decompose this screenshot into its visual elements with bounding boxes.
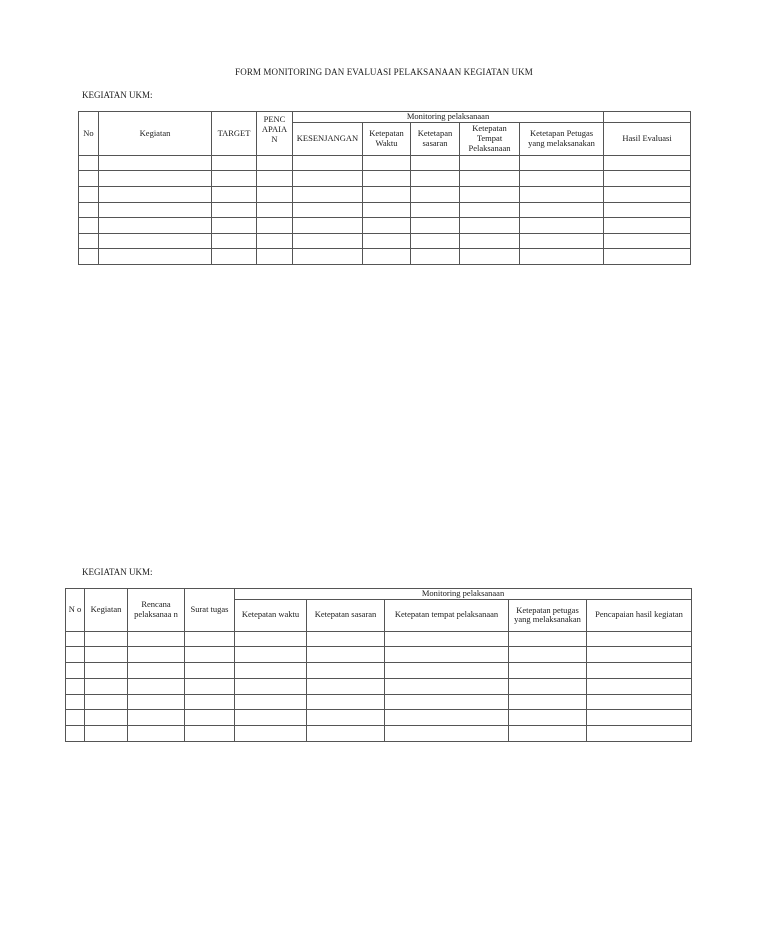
header-kegiatan: Kegiatan [85, 589, 128, 632]
table-cell [411, 249, 460, 265]
table-cell [363, 171, 411, 187]
table-cell [235, 678, 307, 694]
table-cell [257, 155, 293, 171]
table-cell [185, 631, 235, 647]
table-cell [363, 155, 411, 171]
table-cell [235, 694, 307, 710]
table-row [79, 155, 691, 171]
table-cell [85, 647, 128, 663]
table-cell [385, 647, 509, 663]
header-rencana-pelaksanaan: Rencana pelaksanaa n [128, 589, 185, 632]
table-cell [99, 233, 212, 249]
table-cell [385, 694, 509, 710]
table-cell [509, 663, 587, 679]
table-cell [257, 202, 293, 218]
table-cell [185, 647, 235, 663]
table-cell [460, 233, 520, 249]
table-cell [257, 171, 293, 187]
table-cell [411, 171, 460, 187]
table-cell [509, 694, 587, 710]
table-cell [385, 710, 509, 726]
table-cell [185, 678, 235, 694]
table-cell [385, 678, 509, 694]
table-row [66, 631, 692, 647]
table-cell [79, 233, 99, 249]
table-cell [307, 725, 385, 741]
table-cell [587, 694, 692, 710]
table-cell [235, 631, 307, 647]
table-cell [293, 202, 363, 218]
header-pencapaian-hasil: Pencapaian hasil kegiatan [587, 599, 692, 631]
table-cell [587, 663, 692, 679]
table-row [79, 233, 691, 249]
table-cell [604, 171, 691, 187]
table-cell [604, 233, 691, 249]
table-cell [85, 631, 128, 647]
header-kegiatan: Kegiatan [99, 112, 212, 156]
table-cell [185, 694, 235, 710]
table-cell [509, 678, 587, 694]
table-cell [79, 218, 99, 234]
table-cell [363, 249, 411, 265]
header-monitoring-pelaksanaan: Monitoring pelaksanaan [293, 112, 604, 123]
table-cell [460, 202, 520, 218]
table-row [79, 186, 691, 202]
header-blank [604, 112, 691, 123]
table-cell [99, 218, 212, 234]
table-cell [85, 678, 128, 694]
table-cell [212, 171, 257, 187]
table-cell [411, 186, 460, 202]
table-cell [66, 710, 85, 726]
table-cell [307, 647, 385, 663]
table-cell [66, 725, 85, 741]
table-cell [385, 631, 509, 647]
table-cell [212, 249, 257, 265]
table-cell [66, 694, 85, 710]
monitoring-table-1 [78, 111, 691, 265]
table-cell [411, 233, 460, 249]
table-cell [460, 155, 520, 171]
table-cell [411, 218, 460, 234]
table-cell [185, 663, 235, 679]
table-cell [257, 186, 293, 202]
table-row [66, 694, 692, 710]
table-cell [79, 249, 99, 265]
table-cell [212, 186, 257, 202]
table-cell [520, 171, 604, 187]
table-cell [509, 725, 587, 741]
table-cell [307, 678, 385, 694]
table-cell [99, 171, 212, 187]
table-cell [293, 155, 363, 171]
table-cell [212, 202, 257, 218]
table-cell [604, 186, 691, 202]
table-cell [235, 725, 307, 741]
table-cell [128, 710, 185, 726]
table-cell [509, 710, 587, 726]
table-cell [99, 186, 212, 202]
table-cell [99, 202, 212, 218]
table-cell [307, 631, 385, 647]
table-cell [212, 233, 257, 249]
table-cell [520, 249, 604, 265]
table-cell [587, 631, 692, 647]
table-row [79, 249, 691, 265]
header-ketepatan-tempat: Ketepatan Tempat Pelaksanaan [460, 122, 520, 155]
table-cell [385, 725, 509, 741]
table-cell [307, 710, 385, 726]
table-cell [79, 155, 99, 171]
table-row [79, 171, 691, 187]
table-cell [185, 710, 235, 726]
table-cell [509, 647, 587, 663]
header-hasil-evaluasi: Hasil Evaluasi [604, 122, 691, 155]
table-cell [363, 233, 411, 249]
header-surat-tugas: Surat tugas [185, 589, 235, 632]
header-monitoring-pelaksanaan: Monitoring pelaksanaan [235, 589, 692, 600]
table-row [66, 678, 692, 694]
table-cell [293, 233, 363, 249]
header-ketetapan-sasaran: Ketetapan sasaran [411, 122, 460, 155]
table-cell [587, 647, 692, 663]
table-cell [460, 218, 520, 234]
table2-body [66, 631, 692, 741]
table-cell [128, 678, 185, 694]
table-cell [257, 249, 293, 265]
table-cell [212, 218, 257, 234]
table-cell [520, 186, 604, 202]
table-cell [293, 218, 363, 234]
table-cell [293, 249, 363, 265]
table-cell [587, 678, 692, 694]
table-cell [520, 202, 604, 218]
table1-body [79, 155, 691, 264]
table-cell [128, 631, 185, 647]
table-cell [363, 202, 411, 218]
table-cell [460, 171, 520, 187]
table-cell [604, 202, 691, 218]
table-cell [363, 218, 411, 234]
table-cell [520, 155, 604, 171]
header-ketetapan-petugas: Ketetapan Petugas yang melaksanakan [520, 122, 604, 155]
table-cell [185, 725, 235, 741]
table-row [79, 218, 691, 234]
table-cell [79, 171, 99, 187]
table-row [66, 710, 692, 726]
table-cell [293, 171, 363, 187]
table-cell [307, 663, 385, 679]
table-cell [79, 202, 99, 218]
table-cell [293, 186, 363, 202]
table-cell [85, 710, 128, 726]
table-cell [520, 218, 604, 234]
table-cell [128, 725, 185, 741]
table-cell [363, 186, 411, 202]
header-ketepatan-tempat: Ketepatan tempat pelaksanaan [385, 599, 509, 631]
header-ketepatan-sasaran: Ketepatan sasaran [307, 599, 385, 631]
header-kesenjangan: KESENJANGAN [293, 122, 363, 155]
table-cell [604, 249, 691, 265]
table-cell [235, 647, 307, 663]
table-cell [66, 631, 85, 647]
table-cell [99, 155, 212, 171]
table-cell [587, 710, 692, 726]
header-target: TARGET [212, 112, 257, 156]
table-cell [85, 663, 128, 679]
table-cell [66, 647, 85, 663]
header-ketepatan-petugas: Ketepatan petugas yang melaksanakan [509, 599, 587, 631]
header-ketepatan-waktu: Ketepatan waktu [235, 599, 307, 631]
table-cell [587, 725, 692, 741]
table-cell [385, 663, 509, 679]
table-cell [520, 233, 604, 249]
header-no: No [79, 112, 99, 156]
table-cell [307, 694, 385, 710]
table-cell [66, 663, 85, 679]
table-cell [85, 694, 128, 710]
table-cell [604, 155, 691, 171]
table-row [79, 202, 691, 218]
table-cell [257, 218, 293, 234]
table-cell [235, 710, 307, 726]
monitoring-table-2 [65, 588, 692, 742]
table-cell [604, 218, 691, 234]
table-cell [85, 725, 128, 741]
table2-section-label: KEGIATAN UKM: [82, 567, 153, 577]
table-cell [460, 186, 520, 202]
table-cell [509, 631, 587, 647]
table-cell [460, 249, 520, 265]
table-cell [128, 694, 185, 710]
table-cell [128, 663, 185, 679]
table-cell [235, 663, 307, 679]
table-cell [79, 186, 99, 202]
table1-section-label: KEGIATAN UKM: [82, 90, 153, 100]
table-cell [212, 155, 257, 171]
table-row [66, 647, 692, 663]
table-row [66, 725, 692, 741]
table-row [66, 663, 692, 679]
table-cell [66, 678, 85, 694]
table-cell [99, 249, 212, 265]
table-cell [411, 202, 460, 218]
document-title: FORM MONITORING DAN EVALUASI PELAKSANAAN KEGIATAN UKM [235, 67, 533, 77]
header-pencapaian: PENC APAIA N [257, 112, 293, 156]
header-no: N o [66, 589, 85, 632]
table-cell [257, 233, 293, 249]
table-cell [411, 155, 460, 171]
header-ketepatan-waktu: Ketepatan Waktu [363, 122, 411, 155]
table-cell [128, 647, 185, 663]
